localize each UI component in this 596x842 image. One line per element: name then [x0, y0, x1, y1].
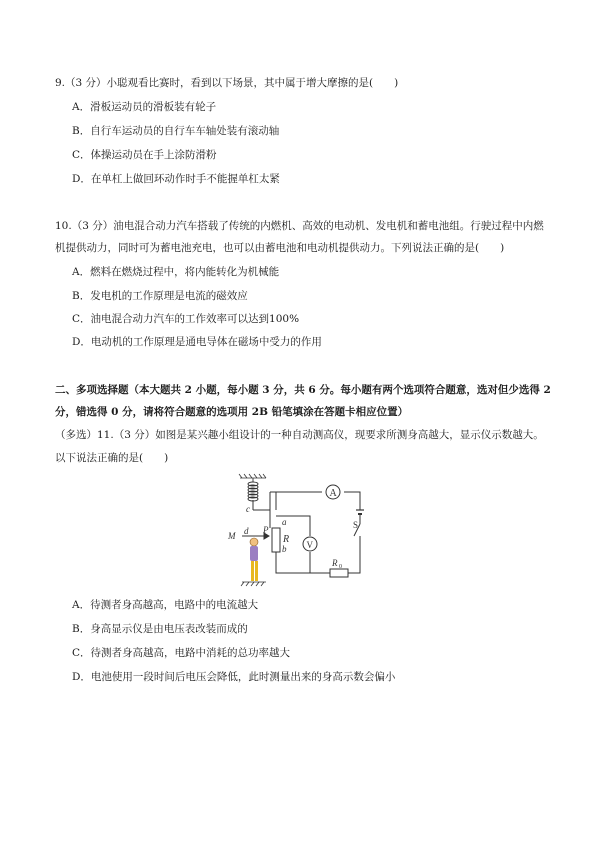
ground-hatch — [241, 582, 266, 586]
q10-option-c: C．油电混合动力汽车的工作效率可以达到100% — [72, 313, 300, 325]
label-s: S — [353, 520, 359, 530]
q9-option-d: D．在单杠上做回环动作时手不能握单杠太紧 — [72, 173, 280, 185]
q9-option-b: B．自行车运动员的自行车车轴处装有滚动轴 — [72, 125, 280, 137]
q11-option-c: C．待测者身高越高，电路中消耗的总功率越大 — [72, 647, 291, 659]
label-r0-subscript: 0 — [339, 564, 342, 570]
section2-heading-line1: 二、多项选择题（本大题共 2 小题，每小题 3 分，共 6 分。每小题有两个选项符合题意，选对但少选得 2 — [55, 384, 551, 396]
q10-stem-line1: 10.（3 分）油电混合动力汽车搭载了传统的内燃机、高效的电动机、发电机和蓄电池组。行驶过程中内燃 — [55, 220, 544, 232]
q10-option-b: B．发电机的工作原理是电流的磁效应 — [72, 290, 248, 302]
q11-stem-line2: 以下说法正确的是( ) — [55, 452, 169, 464]
resistor-r0 — [330, 569, 348, 577]
label-c: c — [246, 504, 250, 514]
q10-option-d: D．电动机的工作原理是通电导体在磁场中受力的作用 — [72, 336, 322, 348]
label-r: R — [283, 534, 290, 545]
ammeter-label: A — [329, 488, 337, 499]
section2-heading-line2: 分，错选得 0 分，请将符合题意的选项用 2B 铅笔填涂在答题卡相应位置） — [55, 406, 409, 418]
q10-option-a: A．燃料在燃烧过程中，将内能转化为机械能 — [72, 266, 280, 278]
label-p: P — [263, 525, 269, 535]
label-d: d — [244, 526, 249, 536]
rheostat-r — [272, 528, 280, 552]
q11-option-a: A．待测者身高越高，电路中的电流越大 — [72, 599, 259, 611]
q11-stem-line1: （多选）11.（3 分）如图是某兴趣小组设计的一种自动测高仪，现要求所测身高越大，显示仪示数越大。 — [55, 429, 544, 441]
q11-option-b: B．身高显示仪是由电压表改装而成的 — [72, 623, 248, 635]
ceiling-hatch — [239, 474, 266, 478]
label-b: b — [282, 544, 287, 554]
q10-stem-line2: 机提供动力，同时可为蓄电池充电，也可以由蓄电池和电动机提供动力。下列说法正确的是( ) — [55, 242, 505, 254]
voltmeter-label: V — [306, 540, 313, 550]
q11-option-d: D．电池使用一段时间后电压会降低，此时测量出来的身高示数会偏小 — [72, 671, 396, 683]
label-r0: R — [332, 558, 338, 568]
person-icon — [250, 538, 258, 581]
label-a: a — [282, 517, 287, 527]
q9-option-a: A．滑板运动员的滑板装有轮子 — [72, 101, 217, 113]
battery-icon — [356, 510, 364, 520]
q9-option-c: C．体操运动员在手上涂防滑粉 — [72, 149, 217, 161]
label-m: M — [228, 531, 236, 541]
ammeter-icon — [326, 485, 340, 499]
height-meter-circuit-figure — [222, 472, 372, 590]
q9-stem: 9.（3 分）小聪观看比赛时，看到以下场景，其中属于增大摩擦的是( ) — [55, 77, 399, 89]
circuit-wires — [253, 492, 360, 573]
voltmeter-icon — [303, 537, 317, 551]
